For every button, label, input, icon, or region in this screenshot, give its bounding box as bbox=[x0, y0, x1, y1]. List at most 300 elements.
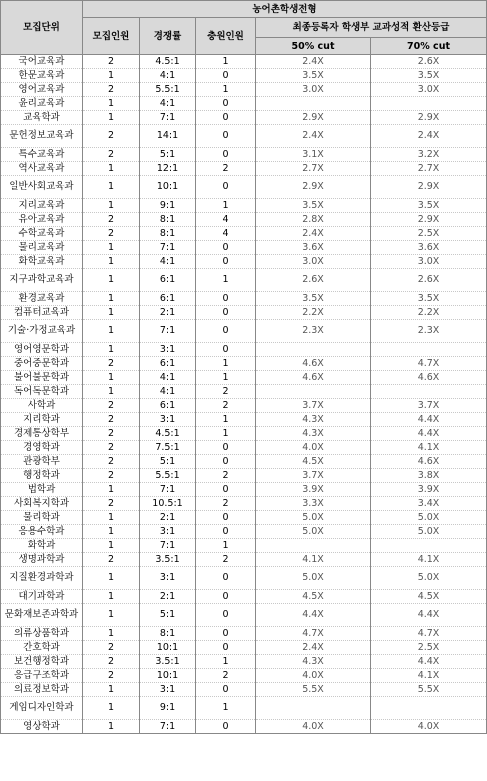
competition-cell: 10.5:1 bbox=[140, 497, 196, 511]
cut70-cell: 2.6X bbox=[371, 269, 487, 292]
extra-cell: 1 bbox=[196, 199, 256, 213]
quota-cell: 1 bbox=[83, 385, 140, 399]
cut70-cell bbox=[371, 697, 487, 720]
competition-cell: 7:1 bbox=[140, 241, 196, 255]
cut50-cell: 4.1X bbox=[256, 553, 371, 567]
table-row bbox=[1, 669, 487, 683]
quota-cell: 1 bbox=[83, 511, 140, 525]
dept-cell: 수학교육과 bbox=[1, 227, 83, 241]
competition-cell: 9:1 bbox=[140, 199, 196, 213]
dept-cell: 지리교육과 bbox=[1, 199, 83, 213]
competition-cell: 14:1 bbox=[140, 125, 196, 148]
dept-cell: 사회복지학과 bbox=[1, 497, 83, 511]
cut70-cell: 4.5X bbox=[371, 590, 487, 604]
cut70-cell: 5.0X bbox=[371, 567, 487, 590]
quota-cell: 1 bbox=[83, 176, 140, 199]
competition-cell: 2:1 bbox=[140, 590, 196, 604]
dept-cell: 기술·가정교육과 bbox=[1, 320, 83, 343]
cut70-cell: 4.4X bbox=[371, 427, 487, 441]
table-row bbox=[1, 255, 487, 269]
dept-cell: 경제통상학부 bbox=[1, 427, 83, 441]
dept-cell: 윤리교육과 bbox=[1, 97, 83, 111]
competition-cell: 12:1 bbox=[140, 162, 196, 176]
dept-cell: 영어교육과 bbox=[1, 83, 83, 97]
competition-cell: 3.5:1 bbox=[140, 655, 196, 669]
table-row bbox=[1, 306, 487, 320]
dept-cell: 관광학부 bbox=[1, 455, 83, 469]
extra-cell: 4 bbox=[196, 213, 256, 227]
table-row bbox=[1, 567, 487, 590]
cut70-cell: 2.9X bbox=[371, 176, 487, 199]
cut70-cell: 3.0X bbox=[371, 83, 487, 97]
extra-cell: 0 bbox=[196, 604, 256, 627]
cut70-cell: 3.4X bbox=[371, 497, 487, 511]
table-row bbox=[1, 97, 487, 111]
cut50-cell: 3.0X bbox=[256, 83, 371, 97]
competition-cell: 8:1 bbox=[140, 227, 196, 241]
competition-cell: 2:1 bbox=[140, 511, 196, 525]
extra-cell: 0 bbox=[196, 111, 256, 125]
quota-cell: 2 bbox=[83, 427, 140, 441]
extra-cell: 1 bbox=[196, 655, 256, 669]
cut70-cell bbox=[371, 97, 487, 111]
cut70-cell: 3.2X bbox=[371, 148, 487, 162]
competition-cell: 10:1 bbox=[140, 641, 196, 655]
extra-cell: 0 bbox=[196, 590, 256, 604]
cut50-cell: 2.6X bbox=[256, 269, 371, 292]
extra-cell: 0 bbox=[196, 720, 256, 734]
extra-cell: 0 bbox=[196, 241, 256, 255]
cut50-cell bbox=[256, 539, 371, 553]
table-row bbox=[1, 720, 487, 734]
extra-cell: 2 bbox=[196, 553, 256, 567]
competition-cell: 3.5:1 bbox=[140, 553, 196, 567]
table-row bbox=[1, 399, 487, 413]
cut50-cell: 4.6X bbox=[256, 371, 371, 385]
extra-cell: 2 bbox=[196, 385, 256, 399]
quota-cell: 1 bbox=[83, 111, 140, 125]
extra-cell: 2 bbox=[196, 669, 256, 683]
competition-cell: 3:1 bbox=[140, 413, 196, 427]
table-row bbox=[1, 697, 487, 720]
cut50-cell: 3.7X bbox=[256, 399, 371, 413]
cut50-cell bbox=[256, 97, 371, 111]
quota-cell: 2 bbox=[83, 469, 140, 483]
cut50-header: 50% cut bbox=[256, 38, 371, 55]
table-row bbox=[1, 469, 487, 483]
table-row bbox=[1, 292, 487, 306]
cut50-cell: 4.3X bbox=[256, 413, 371, 427]
cut70-cell: 2.2X bbox=[371, 306, 487, 320]
dept-cell: 대기과학과 bbox=[1, 590, 83, 604]
cut70-cell: 4.1X bbox=[371, 669, 487, 683]
extra-cell: 0 bbox=[196, 343, 256, 357]
competition-cell: 6:1 bbox=[140, 269, 196, 292]
cut70-cell: 4.6X bbox=[371, 371, 487, 385]
extra-cell: 0 bbox=[196, 176, 256, 199]
competition-cell: 5:1 bbox=[140, 148, 196, 162]
dept-cell: 의류상품학과 bbox=[1, 627, 83, 641]
dept-cell: 영상학과 bbox=[1, 720, 83, 734]
dept-cell: 응급구조학과 bbox=[1, 669, 83, 683]
cut50-cell: 3.9X bbox=[256, 483, 371, 497]
cut50-cell: 4.5X bbox=[256, 455, 371, 469]
cut50-cell: 4.0X bbox=[256, 720, 371, 734]
dept-cell: 특수교육과 bbox=[1, 148, 83, 162]
competition-cell: 8:1 bbox=[140, 213, 196, 227]
cut50-cell: 2.4X bbox=[256, 55, 371, 69]
competition-header: 경쟁률 bbox=[140, 18, 196, 55]
extra-cell: 0 bbox=[196, 69, 256, 83]
dept-cell: 게임디자인학과 bbox=[1, 697, 83, 720]
dept-cell: 문헌정보교육과 bbox=[1, 125, 83, 148]
competition-cell: 7:1 bbox=[140, 483, 196, 497]
cut50-cell: 2.9X bbox=[256, 111, 371, 125]
unit-header: 모집단위 bbox=[1, 1, 83, 55]
cut50-cell: 5.0X bbox=[256, 525, 371, 539]
cut70-cell: 4.4X bbox=[371, 655, 487, 669]
extra-cell: 1 bbox=[196, 427, 256, 441]
table-row bbox=[1, 83, 487, 97]
quota-cell: 2 bbox=[83, 553, 140, 567]
cut50-cell: 4.6X bbox=[256, 357, 371, 371]
competition-cell: 5:1 bbox=[140, 604, 196, 627]
quota-cell: 2 bbox=[83, 455, 140, 469]
extra-cell: 4 bbox=[196, 227, 256, 241]
quota-cell: 1 bbox=[83, 292, 140, 306]
cut50-cell: 3.1X bbox=[256, 148, 371, 162]
cut50-cell: 5.5X bbox=[256, 683, 371, 697]
cut50-cell: 3.5X bbox=[256, 292, 371, 306]
competition-cell: 8:1 bbox=[140, 627, 196, 641]
dept-cell: 독어독문학과 bbox=[1, 385, 83, 399]
table-row bbox=[1, 343, 487, 357]
competition-cell: 4:1 bbox=[140, 371, 196, 385]
dept-cell: 화학과 bbox=[1, 539, 83, 553]
quota-cell: 2 bbox=[83, 413, 140, 427]
competition-cell: 6:1 bbox=[140, 292, 196, 306]
table-row bbox=[1, 269, 487, 292]
table-row bbox=[1, 483, 487, 497]
dept-cell: 경영학과 bbox=[1, 441, 83, 455]
dept-cell: 지질환경과학과 bbox=[1, 567, 83, 590]
table-row bbox=[1, 455, 487, 469]
quota-cell: 2 bbox=[83, 641, 140, 655]
competition-cell: 4:1 bbox=[140, 385, 196, 399]
dept-cell: 사학과 bbox=[1, 399, 83, 413]
competition-cell: 3:1 bbox=[140, 567, 196, 590]
cut50-cell: 4.5X bbox=[256, 590, 371, 604]
table-row bbox=[1, 357, 487, 371]
quota-cell: 1 bbox=[83, 539, 140, 553]
cut70-cell: 2.4X bbox=[371, 125, 487, 148]
competition-cell: 6:1 bbox=[140, 357, 196, 371]
dept-cell: 불어불문학과 bbox=[1, 371, 83, 385]
extra-cell: 0 bbox=[196, 306, 256, 320]
cut70-cell: 3.6X bbox=[371, 241, 487, 255]
quota-cell: 1 bbox=[83, 241, 140, 255]
competition-cell: 3:1 bbox=[140, 343, 196, 357]
cut70-cell: 2.9X bbox=[371, 111, 487, 125]
quota-header: 모집인원 bbox=[83, 18, 140, 55]
competition-cell: 4:1 bbox=[140, 255, 196, 269]
admission-type-header: 농어촌학생전형 bbox=[83, 1, 487, 18]
table-row bbox=[1, 655, 487, 669]
dept-cell: 중어중문학과 bbox=[1, 357, 83, 371]
table-row bbox=[1, 641, 487, 655]
cut50-cell: 3.7X bbox=[256, 469, 371, 483]
cut70-cell bbox=[371, 539, 487, 553]
competition-cell: 3:1 bbox=[140, 525, 196, 539]
extra-cell: 1 bbox=[196, 697, 256, 720]
dept-cell: 한문교육과 bbox=[1, 69, 83, 83]
table-row bbox=[1, 111, 487, 125]
cut50-cell bbox=[256, 343, 371, 357]
quota-cell: 1 bbox=[83, 525, 140, 539]
competition-cell: 9:1 bbox=[140, 697, 196, 720]
cut50-cell: 2.8X bbox=[256, 213, 371, 227]
dept-cell: 의료정보학과 bbox=[1, 683, 83, 697]
cut50-cell: 5.0X bbox=[256, 567, 371, 590]
quota-cell: 1 bbox=[83, 255, 140, 269]
cut70-cell: 4.1X bbox=[371, 553, 487, 567]
quota-cell: 1 bbox=[83, 683, 140, 697]
dept-cell: 응용수학과 bbox=[1, 525, 83, 539]
dept-cell: 환경교육과 bbox=[1, 292, 83, 306]
competition-cell: 7:1 bbox=[140, 111, 196, 125]
table-row bbox=[1, 627, 487, 641]
cut70-cell: 2.9X bbox=[371, 213, 487, 227]
cut70-cell: 5.0X bbox=[371, 525, 487, 539]
competition-cell: 3:1 bbox=[140, 683, 196, 697]
quota-cell: 1 bbox=[83, 627, 140, 641]
competition-cell: 5.5:1 bbox=[140, 469, 196, 483]
cut50-cell: 2.3X bbox=[256, 320, 371, 343]
extra-cell: 2 bbox=[196, 469, 256, 483]
quota-cell: 2 bbox=[83, 148, 140, 162]
cut70-cell: 2.7X bbox=[371, 162, 487, 176]
dept-cell: 지구과학교육과 bbox=[1, 269, 83, 292]
cut50-cell: 4.3X bbox=[256, 655, 371, 669]
quota-cell: 1 bbox=[83, 269, 140, 292]
cut50-cell: 2.4X bbox=[256, 641, 371, 655]
extra-cell: 2 bbox=[196, 399, 256, 413]
cut50-cell: 2.7X bbox=[256, 162, 371, 176]
cut70-cell: 2.3X bbox=[371, 320, 487, 343]
competition-cell: 7:1 bbox=[140, 539, 196, 553]
extra-cell: 0 bbox=[196, 483, 256, 497]
quota-cell: 1 bbox=[83, 483, 140, 497]
extra-cell: 0 bbox=[196, 567, 256, 590]
dept-cell: 일반사회교육과 bbox=[1, 176, 83, 199]
quota-cell: 1 bbox=[83, 306, 140, 320]
extra-cell: 0 bbox=[196, 641, 256, 655]
cut70-cell: 3.5X bbox=[371, 292, 487, 306]
dept-cell: 지리학과 bbox=[1, 413, 83, 427]
extra-cell: 1 bbox=[196, 55, 256, 69]
dept-cell: 문화재보존과학과 bbox=[1, 604, 83, 627]
competition-cell: 2:1 bbox=[140, 306, 196, 320]
table-body bbox=[1, 55, 487, 734]
quota-cell: 2 bbox=[83, 655, 140, 669]
table-row bbox=[1, 497, 487, 511]
quota-cell: 1 bbox=[83, 720, 140, 734]
dept-cell: 물리교육과 bbox=[1, 241, 83, 255]
cut50-cell: 5.0X bbox=[256, 511, 371, 525]
competition-cell: 5:1 bbox=[140, 455, 196, 469]
table-row bbox=[1, 125, 487, 148]
cut70-cell: 4.7X bbox=[371, 627, 487, 641]
quota-cell: 2 bbox=[83, 357, 140, 371]
table-row bbox=[1, 227, 487, 241]
quota-cell: 2 bbox=[83, 83, 140, 97]
competition-cell: 4.5:1 bbox=[140, 55, 196, 69]
cut70-cell: 5.0X bbox=[371, 511, 487, 525]
cut50-cell: 2.4X bbox=[256, 227, 371, 241]
cut50-cell: 4.7X bbox=[256, 627, 371, 641]
table-row bbox=[1, 55, 487, 69]
competition-cell: 10:1 bbox=[140, 176, 196, 199]
extra-cell: 0 bbox=[196, 511, 256, 525]
quota-cell: 1 bbox=[83, 199, 140, 213]
quota-cell: 1 bbox=[83, 604, 140, 627]
table-row bbox=[1, 553, 487, 567]
quota-cell: 2 bbox=[83, 399, 140, 413]
table-row bbox=[1, 683, 487, 697]
quota-cell: 1 bbox=[83, 371, 140, 385]
quota-cell: 2 bbox=[83, 497, 140, 511]
quota-cell: 2 bbox=[83, 227, 140, 241]
dept-cell: 간호학과 bbox=[1, 641, 83, 655]
cut70-cell: 4.4X bbox=[371, 604, 487, 627]
extra-cell: 1 bbox=[196, 269, 256, 292]
table-row bbox=[1, 148, 487, 162]
table-row bbox=[1, 241, 487, 255]
quota-cell: 1 bbox=[83, 320, 140, 343]
cut70-cell: 5.5X bbox=[371, 683, 487, 697]
extra-cell: 1 bbox=[196, 83, 256, 97]
quota-cell: 1 bbox=[83, 590, 140, 604]
competition-cell: 5.5:1 bbox=[140, 83, 196, 97]
extra-cell: 1 bbox=[196, 371, 256, 385]
dept-cell: 역사교육과 bbox=[1, 162, 83, 176]
quota-cell: 2 bbox=[83, 441, 140, 455]
cut70-cell: 3.9X bbox=[371, 483, 487, 497]
quota-cell: 1 bbox=[83, 697, 140, 720]
competition-cell: 7.5:1 bbox=[140, 441, 196, 455]
extra-cell: 0 bbox=[196, 255, 256, 269]
extra-cell: 1 bbox=[196, 413, 256, 427]
table-row bbox=[1, 590, 487, 604]
cut50-cell: 2.9X bbox=[256, 176, 371, 199]
dept-cell: 교육학과 bbox=[1, 111, 83, 125]
extra-cell: 0 bbox=[196, 125, 256, 148]
table-row bbox=[1, 69, 487, 83]
cut50-cell: 4.4X bbox=[256, 604, 371, 627]
extra-header: 충원인원 bbox=[196, 18, 256, 55]
cut50-cell: 3.6X bbox=[256, 241, 371, 255]
cut70-cell: 3.0X bbox=[371, 255, 487, 269]
quota-cell: 2 bbox=[83, 669, 140, 683]
dept-cell: 보건행정학과 bbox=[1, 655, 83, 669]
cut70-cell: 2.5X bbox=[371, 641, 487, 655]
cut50-cell: 3.5X bbox=[256, 69, 371, 83]
table-row bbox=[1, 604, 487, 627]
cut70-cell: 3.5X bbox=[371, 199, 487, 213]
cut50-cell: 2.4X bbox=[256, 125, 371, 148]
table-row bbox=[1, 371, 487, 385]
competition-cell: 6:1 bbox=[140, 399, 196, 413]
cut50-cell: 3.5X bbox=[256, 199, 371, 213]
table-row bbox=[1, 441, 487, 455]
quota-cell: 1 bbox=[83, 69, 140, 83]
cut50-cell bbox=[256, 697, 371, 720]
quota-cell: 2 bbox=[83, 125, 140, 148]
competition-cell: 7:1 bbox=[140, 720, 196, 734]
competition-cell: 7:1 bbox=[140, 320, 196, 343]
extra-cell: 0 bbox=[196, 441, 256, 455]
table-row bbox=[1, 539, 487, 553]
dept-cell: 행정학과 bbox=[1, 469, 83, 483]
extra-cell: 0 bbox=[196, 292, 256, 306]
competition-cell: 10:1 bbox=[140, 669, 196, 683]
cut70-header: 70% cut bbox=[371, 38, 487, 55]
quota-cell: 1 bbox=[83, 97, 140, 111]
cut50-cell: 2.2X bbox=[256, 306, 371, 320]
dept-cell: 국어교육과 bbox=[1, 55, 83, 69]
cut70-cell: 2.6X bbox=[371, 55, 487, 69]
extra-cell: 0 bbox=[196, 148, 256, 162]
table-row bbox=[1, 525, 487, 539]
cut70-cell: 4.7X bbox=[371, 357, 487, 371]
table-row bbox=[1, 176, 487, 199]
extra-cell: 0 bbox=[196, 320, 256, 343]
cut50-cell: 4.0X bbox=[256, 441, 371, 455]
competition-cell: 4:1 bbox=[140, 97, 196, 111]
cut70-cell: 3.5X bbox=[371, 69, 487, 83]
cut70-cell bbox=[371, 343, 487, 357]
quota-cell: 1 bbox=[83, 162, 140, 176]
cut50-cell: 4.0X bbox=[256, 669, 371, 683]
dept-cell: 영어영문학과 bbox=[1, 343, 83, 357]
extra-cell: 2 bbox=[196, 497, 256, 511]
quota-cell: 2 bbox=[83, 213, 140, 227]
table-row bbox=[1, 162, 487, 176]
extra-cell: 0 bbox=[196, 683, 256, 697]
cut50-cell: 4.3X bbox=[256, 427, 371, 441]
cut70-cell: 4.0X bbox=[371, 720, 487, 734]
cut50-cell bbox=[256, 385, 371, 399]
dept-cell: 컴퓨터교육과 bbox=[1, 306, 83, 320]
cut50-cell: 3.3X bbox=[256, 497, 371, 511]
extra-cell: 1 bbox=[196, 539, 256, 553]
table-row bbox=[1, 213, 487, 227]
final-grade-header: 최종등록자 학생부 교과성적 환산등급 bbox=[256, 18, 487, 38]
cut70-cell: 4.1X bbox=[371, 441, 487, 455]
extra-cell: 0 bbox=[196, 627, 256, 641]
extra-cell: 1 bbox=[196, 357, 256, 371]
cut70-cell: 3.7X bbox=[371, 399, 487, 413]
quota-cell: 1 bbox=[83, 343, 140, 357]
extra-cell: 0 bbox=[196, 97, 256, 111]
cut70-cell: 4.4X bbox=[371, 413, 487, 427]
table-row bbox=[1, 199, 487, 213]
cut70-cell bbox=[371, 385, 487, 399]
cut70-cell: 2.5X bbox=[371, 227, 487, 241]
competition-cell: 4:1 bbox=[140, 69, 196, 83]
quota-cell: 2 bbox=[83, 55, 140, 69]
table-row bbox=[1, 511, 487, 525]
